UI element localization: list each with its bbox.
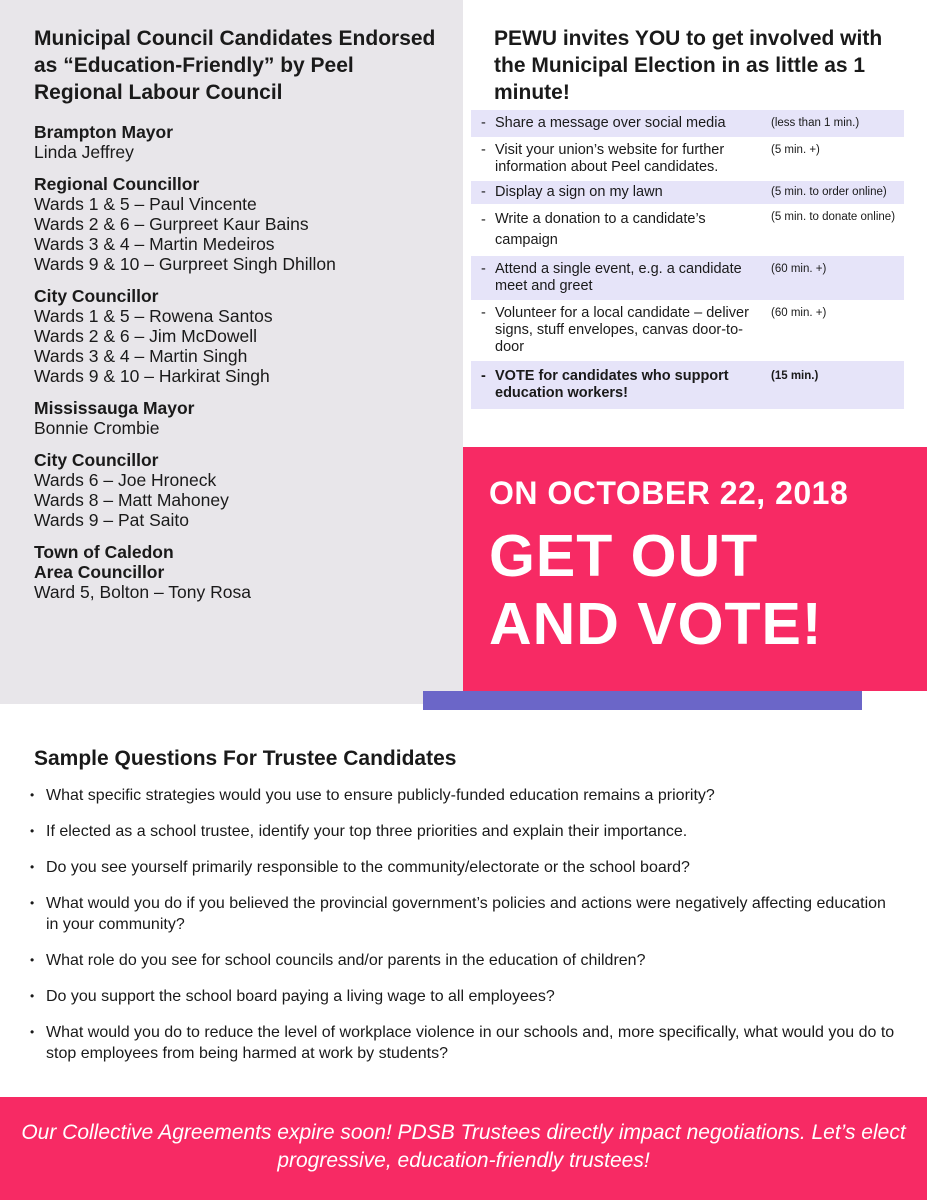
questions-title: Sample Questions For Trustee Candidates xyxy=(34,747,457,770)
candidate-group-heading: Mississauga Mayor xyxy=(34,398,195,418)
action-row xyxy=(471,204,904,256)
bullet-icon: • xyxy=(30,953,35,967)
question-text: If elected as a school trustee, identify your top three priorities and explain their importance. xyxy=(46,823,688,840)
dash-bullet: - xyxy=(481,305,486,321)
candidate-group xyxy=(34,122,454,162)
candidate-line: Wards 2 & 6 – Gurpreet Kaur Bains xyxy=(34,214,309,234)
bullet-icon: • xyxy=(30,860,35,874)
candidate-line: Wards 1 & 5 – Rowena Santos xyxy=(34,306,273,326)
candidate-line: Wards 2 & 6 – Jim McDowell xyxy=(34,326,258,346)
bullet-icon: • xyxy=(30,896,35,910)
action-text: Volunteer for a local candidate – deliver signs, stuff envelopes, canvas door-to-door xyxy=(495,305,749,355)
action-time: (60 min. +) xyxy=(771,307,827,319)
action-row xyxy=(471,256,904,300)
candidate-line: Wards 6 – Joe Hroneck xyxy=(34,470,217,490)
candidate-line: Wards 9 & 10 – Harkirat Singh xyxy=(34,366,270,386)
candidate-line: Linda Jeffrey xyxy=(34,142,134,162)
candidate-line: Ward 5, Bolton – Tony Rosa xyxy=(34,582,251,602)
dash-bullet: - xyxy=(481,261,486,277)
questions-list xyxy=(30,785,900,1079)
candidate-group-heading: City Councillor xyxy=(34,286,159,306)
candidate-group-heading: Regional Councillor xyxy=(34,174,200,194)
bullet-icon: • xyxy=(30,788,35,802)
dash-bullet: - xyxy=(481,115,486,131)
dash-bullet: - xyxy=(481,212,486,228)
action-text: Attend a single event, e.g. a candidate meet and greet xyxy=(495,261,742,294)
vote-headline-line1: GET OUT xyxy=(489,523,759,589)
candidate-group xyxy=(34,450,454,530)
action-text: Display a sign on my lawn xyxy=(495,184,663,200)
vote-date: ON OCTOBER 22, 2018 xyxy=(489,475,849,511)
dash-bullet: - xyxy=(481,368,486,384)
action-time: (60 min. +) xyxy=(771,263,827,275)
candidate-group xyxy=(34,398,454,438)
candidate-line: Wards 1 & 5 – Paul Vincente xyxy=(34,194,257,214)
action-row xyxy=(471,300,904,361)
question-item xyxy=(30,785,900,806)
endorsed-candidates-panel xyxy=(0,0,463,704)
action-time: (5 min. to order online) xyxy=(771,186,887,198)
vote-banner xyxy=(463,447,927,691)
question-item xyxy=(30,1022,900,1064)
footer-text: Our Collective Agreements expire soon! PDSB Trustees directly impact negotiations. Let’s elect progressive, education-friendly trustees! xyxy=(21,1121,906,1172)
question-text: What would you do to reduce the level of workplace violence in our schools and, more specifically, what would you do to stop employees from being harmed at work by students? xyxy=(46,1024,895,1062)
question-item xyxy=(30,857,900,878)
candidate-group xyxy=(34,286,454,386)
candidate-line: Wards 9 – Pat Saito xyxy=(34,510,189,530)
candidate-group-heading: Town of Caledon Area Councillor xyxy=(34,542,174,582)
question-item xyxy=(30,821,900,842)
candidate-group xyxy=(34,542,454,602)
action-row xyxy=(471,110,904,137)
candidate-line: Bonnie Crombie xyxy=(34,418,160,438)
action-text: Write a donation to a candidate’s campaign xyxy=(495,211,706,248)
action-text: Share a message over social media xyxy=(495,115,726,131)
action-row xyxy=(471,181,904,204)
candidate-group xyxy=(34,174,454,274)
candidate-line: Wards 3 & 4 – Martin Medeiros xyxy=(34,234,275,254)
action-time: (5 min. +) xyxy=(771,144,820,156)
candidate-line: Wards 3 & 4 – Martin Singh xyxy=(34,346,248,366)
candidate-list xyxy=(34,122,454,614)
dash-bullet: - xyxy=(481,184,486,200)
bullet-icon: • xyxy=(30,1025,35,1039)
action-text: Visit your union’s website for further information about Peel candidates. xyxy=(495,142,725,175)
action-time: (5 min. to donate online) xyxy=(771,211,896,223)
question-text: Do you support the school board paying a living wage to all employees? xyxy=(46,988,555,1005)
question-text: What specific strategies would you use to ensure publicly-funded education remains a priority? xyxy=(46,787,715,804)
bullet-icon: • xyxy=(30,989,35,1003)
question-text: What would you do if you believed the provincial government’s policies and actions were negatively affecting education in your community? xyxy=(46,895,886,933)
decorative-purple-bar xyxy=(423,691,862,710)
candidate-group-heading: Brampton Mayor xyxy=(34,122,174,142)
candidate-line: Wards 8 – Matt Mahoney xyxy=(34,490,229,510)
action-row xyxy=(471,137,904,181)
footer-banner xyxy=(0,1097,927,1200)
question-text: Do you see yourself primarily responsible to the community/electorate or the school board? xyxy=(46,859,690,876)
question-item xyxy=(30,986,900,1007)
action-time: (15 min.) xyxy=(771,370,819,382)
invite-title: PEWU invites YOU to get involved with the Municipal Election in as little as 1 minute! xyxy=(494,27,883,104)
question-item xyxy=(30,893,900,935)
vote-headline-line2: AND VOTE! xyxy=(489,591,823,657)
action-time: (less than 1 min.) xyxy=(771,117,860,129)
vote-headline xyxy=(489,522,909,658)
question-text: What role do you see for school councils and/or parents in the education of children? xyxy=(46,952,646,969)
action-text: VOTE for candidates who support education workers! xyxy=(495,368,729,401)
dash-bullet: - xyxy=(481,142,486,158)
question-item xyxy=(30,950,900,971)
endorsed-candidates-title: Municipal Council Candidates Endorsed as “Education-Friendly” by Peel Regional Labour Council xyxy=(34,27,436,104)
action-row-vote xyxy=(471,361,904,409)
action-list xyxy=(471,110,904,409)
candidate-line: Wards 9 & 10 – Gurpreet Singh Dhillon xyxy=(34,254,336,274)
candidate-group-heading: City Councillor xyxy=(34,450,159,470)
bullet-icon: • xyxy=(30,824,35,838)
